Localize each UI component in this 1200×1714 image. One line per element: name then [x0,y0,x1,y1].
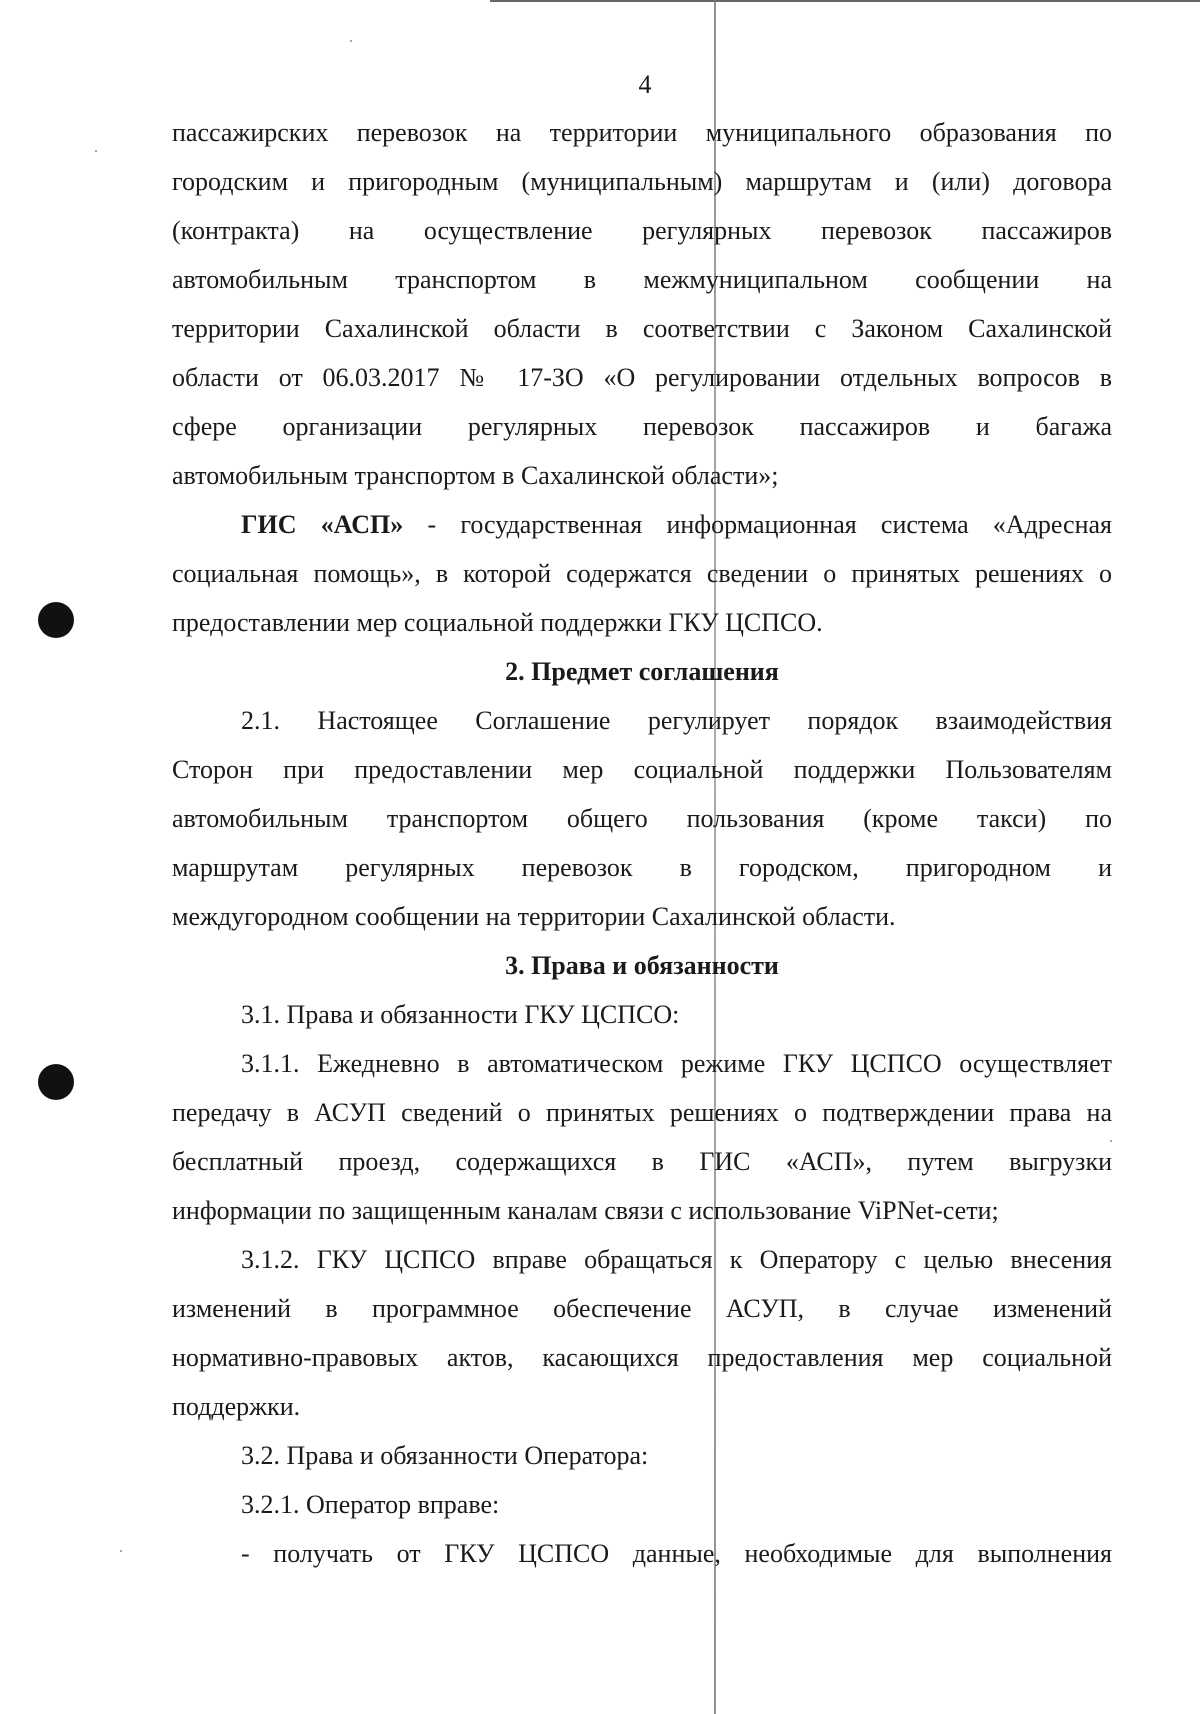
text-line: изменений в программное обеспечение АСУП, в случае изменений [172,1294,1112,1323]
clause-3-2: 3.2. Права и обязанности Оператора: [241,1441,649,1470]
section-2-heading: 2. Предмет соглашения [505,657,779,686]
scan-speck [350,40,352,42]
clause-3-1: 3.1. Права и обязанности ГКУ ЦСПСО: [241,1000,680,1029]
page-number: 4 [638,70,652,99]
scan-speck [95,150,97,152]
text-line: передачу в АСУП сведений о принятых решениях о подтверждении права на [172,1098,1112,1127]
text-line: 3.1.2. ГКУ ЦСПСО вправе обращаться к Оператору с целью внесения [241,1245,1112,1274]
text-line: автомобильным транспортом общего пользования (кроме такси) по [172,804,1112,833]
list-item: - получать от ГКУ ЦСПСО данные, необходимые для выполнения [241,1539,1112,1568]
gis-definition-text: - государственная информационная система «Адресная [403,510,1112,539]
section-3-heading: 3. Права и обязанности [505,951,779,980]
text-line: сфере организации регулярных перевозок пассажиров и багажа [172,412,1112,441]
text-line: территории Сахалинской области в соответствии с Законом Сахалинской [172,314,1112,343]
text-line: нормативно-правовых актов, касающихся предоставления мер социальной [172,1343,1112,1372]
punch-hole [38,602,74,638]
scan-top-rule [490,0,1200,2]
gis-term: ГИС «АСП» [241,510,404,539]
scan-speck [120,1550,122,1552]
text-line: междугородном сообщении на территории Сахалинской области. [172,902,896,931]
document-body [172,108,1112,1578]
text-line: пассажирских перевозок на территории муниципального образования по [172,118,1112,147]
text-line: социальная помощь», в которой содержатся сведении о принятых решениях о [172,559,1112,588]
text-line: информации по защищенным каналам связи с использование ViPNet-сети; [172,1196,999,1225]
text-line: бесплатный проезд, содержащихся в ГИС «АСП», путем выгрузки [172,1147,1112,1176]
text-line: Сторон при предоставлении мер социальной поддержки Пользователям [172,755,1112,784]
clause-3-2-1: 3.2.1. Оператор вправе: [241,1490,500,1519]
text-line: 2.1. Настоящее Соглашение регулирует порядок взаимодействия [241,706,1112,735]
text-line: (контракта) на осуществление регулярных перевозок пассажиров [172,216,1112,245]
text-line: 3.1.1. Ежедневно в автоматическом режиме ГКУ ЦСПСО осуществляет [241,1049,1112,1078]
text-line: области от 06.03.2017 № 17-ЗО «О регулировании отдельных вопросов в [172,363,1112,392]
text-line: автомобильным транспортом в межмуниципальном сообщении на [172,265,1112,294]
gis-definition-line [172,500,1112,549]
punch-hole [38,1064,74,1100]
text-line: автомобильным транспортом в Сахалинской области»; [172,461,779,490]
text-line: городским и пригородным (муниципальным) маршрутам и (или) договора [172,167,1112,196]
text-line: поддержки. [172,1392,301,1421]
text-line: маршрутам регулярных перевозок в городском, пригородном и [172,853,1112,882]
text-line: предоставлении мер социальной поддержки ГКУ ЦСПСО. [172,608,823,637]
